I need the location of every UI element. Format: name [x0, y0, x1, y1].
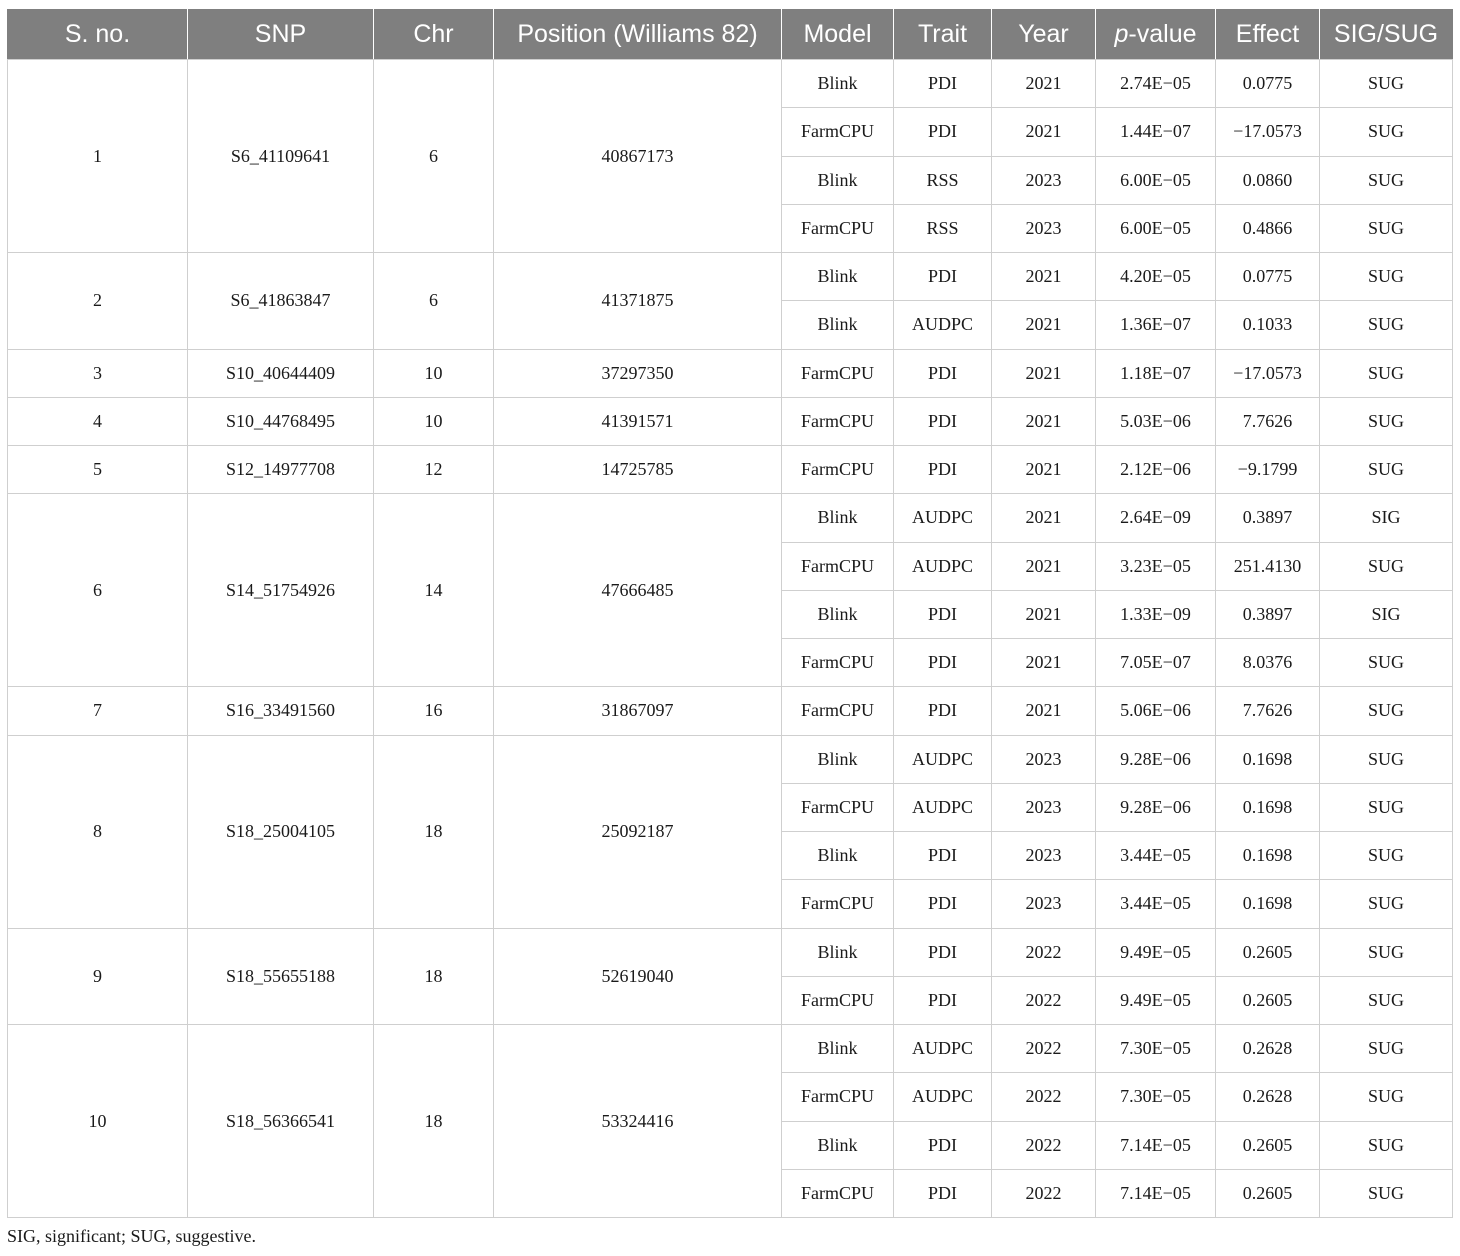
- cell-trait: PDI: [894, 1169, 992, 1217]
- cell-year: 2021: [992, 108, 1096, 156]
- cell-trait: AUDPC: [894, 494, 992, 542]
- cell-effect: 0.0775: [1216, 60, 1320, 108]
- cell-trait: PDI: [894, 397, 992, 445]
- cell-effect: 0.0775: [1216, 253, 1320, 301]
- cell-year: 2021: [992, 60, 1096, 108]
- cell-pvalue: 7.14E−05: [1096, 1121, 1216, 1169]
- cell-pvalue: 7.05E−07: [1096, 639, 1216, 687]
- cell-effect: 0.1698: [1216, 735, 1320, 783]
- cell-sig: SUG: [1320, 156, 1453, 204]
- cell-pvalue: 3.23E−05: [1096, 542, 1216, 590]
- table-row: [8, 397, 1453, 445]
- cell-trait: AUDPC: [894, 1073, 992, 1121]
- cell-sig: SIG: [1320, 590, 1453, 638]
- cell-effect: 0.2605: [1216, 1121, 1320, 1169]
- cell-model: FarmCPU: [782, 204, 894, 252]
- cell-effect: −17.0573: [1216, 349, 1320, 397]
- cell-effect: 7.7626: [1216, 397, 1320, 445]
- cell-year: 2023: [992, 156, 1096, 204]
- header-row: [8, 9, 1453, 60]
- header-sno: S. no.: [8, 9, 188, 60]
- header-model: Model: [782, 9, 894, 60]
- cell-trait: AUDPC: [894, 735, 992, 783]
- cell-effect: −17.0573: [1216, 108, 1320, 156]
- table-row: [8, 253, 1453, 301]
- cell-snp: S16_33491560: [188, 687, 374, 735]
- cell-trait: PDI: [894, 639, 992, 687]
- cell-effect: 8.0376: [1216, 639, 1320, 687]
- cell-trait: PDI: [894, 687, 992, 735]
- cell-model: Blink: [782, 494, 894, 542]
- cell-pvalue: 4.20E−05: [1096, 253, 1216, 301]
- cell-sno: 8: [8, 735, 188, 928]
- cell-trait: AUDPC: [894, 783, 992, 831]
- cell-year: 2022: [992, 1025, 1096, 1073]
- cell-position: 41371875: [494, 253, 782, 350]
- cell-year: 2022: [992, 928, 1096, 976]
- cell-pvalue: 1.36E−07: [1096, 301, 1216, 349]
- header-pvalue-suffix: -value: [1128, 19, 1197, 48]
- cell-position: 52619040: [494, 928, 782, 1025]
- cell-model: FarmCPU: [782, 687, 894, 735]
- header-pvalue-p: p: [1114, 19, 1129, 48]
- cell-sig: SUG: [1320, 446, 1453, 494]
- cell-trait: PDI: [894, 253, 992, 301]
- cell-model: FarmCPU: [782, 397, 894, 445]
- cell-trait: AUDPC: [894, 301, 992, 349]
- cell-chr: 10: [374, 397, 494, 445]
- cell-sno: 5: [8, 446, 188, 494]
- table-container: [7, 9, 1452, 1218]
- cell-sig: SUG: [1320, 108, 1453, 156]
- cell-pvalue: 2.74E−05: [1096, 60, 1216, 108]
- cell-trait: AUDPC: [894, 542, 992, 590]
- cell-position: 25092187: [494, 735, 782, 928]
- cell-sig: SUG: [1320, 397, 1453, 445]
- cell-trait: RSS: [894, 156, 992, 204]
- cell-sig: SUG: [1320, 639, 1453, 687]
- cell-effect: 7.7626: [1216, 687, 1320, 735]
- cell-year: 2021: [992, 542, 1096, 590]
- cell-pvalue: 3.44E−05: [1096, 880, 1216, 928]
- cell-year: 2021: [992, 590, 1096, 638]
- table-row: [8, 446, 1453, 494]
- cell-year: 2023: [992, 880, 1096, 928]
- cell-year: 2021: [992, 349, 1096, 397]
- cell-sig: SUG: [1320, 687, 1453, 735]
- cell-effect: 0.2605: [1216, 928, 1320, 976]
- cell-position: 31867097: [494, 687, 782, 735]
- cell-model: Blink: [782, 156, 894, 204]
- cell-year: 2023: [992, 783, 1096, 831]
- cell-trait: PDI: [894, 928, 992, 976]
- cell-trait: PDI: [894, 976, 992, 1024]
- cell-year: 2022: [992, 976, 1096, 1024]
- cell-effect: 0.3897: [1216, 494, 1320, 542]
- cell-position: 37297350: [494, 349, 782, 397]
- cell-year: 2022: [992, 1121, 1096, 1169]
- cell-snp: S18_25004105: [188, 735, 374, 928]
- cell-pvalue: 6.00E−05: [1096, 156, 1216, 204]
- cell-position: 41391571: [494, 397, 782, 445]
- cell-pvalue: 5.06E−06: [1096, 687, 1216, 735]
- cell-effect: 0.4866: [1216, 204, 1320, 252]
- cell-sig: SUG: [1320, 1073, 1453, 1121]
- cell-trait: PDI: [894, 880, 992, 928]
- cell-model: FarmCPU: [782, 108, 894, 156]
- header-effect: Effect: [1216, 9, 1320, 60]
- table-row: [8, 928, 1453, 976]
- cell-year: 2021: [992, 397, 1096, 445]
- header-snp: SNP: [188, 9, 374, 60]
- cell-model: FarmCPU: [782, 976, 894, 1024]
- cell-pvalue: 9.28E−06: [1096, 783, 1216, 831]
- cell-sig: SUG: [1320, 542, 1453, 590]
- cell-sig: SUG: [1320, 301, 1453, 349]
- cell-pvalue: 1.18E−07: [1096, 349, 1216, 397]
- cell-pvalue: 7.14E−05: [1096, 1169, 1216, 1217]
- cell-sno: 7: [8, 687, 188, 735]
- cell-pvalue: 2.64E−09: [1096, 494, 1216, 542]
- cell-effect: 0.1698: [1216, 832, 1320, 880]
- cell-year: 2022: [992, 1073, 1096, 1121]
- cell-year: 2021: [992, 301, 1096, 349]
- cell-chr: 10: [374, 349, 494, 397]
- cell-sno: 10: [8, 1025, 188, 1218]
- cell-pvalue: 1.44E−07: [1096, 108, 1216, 156]
- table-body: [8, 60, 1453, 1218]
- cell-model: Blink: [782, 60, 894, 108]
- cell-sno: 1: [8, 60, 188, 253]
- cell-model: FarmCPU: [782, 783, 894, 831]
- cell-snp: S14_51754926: [188, 494, 374, 687]
- table-header: [8, 9, 1453, 60]
- cell-pvalue: 7.30E−05: [1096, 1025, 1216, 1073]
- cell-sig: SUG: [1320, 928, 1453, 976]
- cell-pvalue: 5.03E−06: [1096, 397, 1216, 445]
- cell-model: Blink: [782, 301, 894, 349]
- header-pvalue: [1096, 9, 1216, 60]
- cell-pvalue: 9.49E−05: [1096, 976, 1216, 1024]
- cell-year: 2021: [992, 639, 1096, 687]
- cell-sig: SUG: [1320, 832, 1453, 880]
- cell-model: Blink: [782, 928, 894, 976]
- cell-chr: 14: [374, 494, 494, 687]
- cell-effect: 0.3897: [1216, 590, 1320, 638]
- cell-sig: SUG: [1320, 880, 1453, 928]
- cell-sno: 9: [8, 928, 188, 1025]
- cell-model: Blink: [782, 1025, 894, 1073]
- cell-sig: SUG: [1320, 1169, 1453, 1217]
- cell-model: FarmCPU: [782, 446, 894, 494]
- header-sig: SIG/SUG: [1320, 9, 1453, 60]
- cell-snp: S6_41109641: [188, 60, 374, 253]
- cell-effect: 0.2628: [1216, 1025, 1320, 1073]
- cell-sig: SUG: [1320, 204, 1453, 252]
- cell-model: FarmCPU: [782, 1073, 894, 1121]
- cell-effect: 0.2605: [1216, 976, 1320, 1024]
- cell-chr: 6: [374, 253, 494, 350]
- cell-chr: 12: [374, 446, 494, 494]
- cell-year: 2021: [992, 687, 1096, 735]
- cell-effect: 0.1698: [1216, 783, 1320, 831]
- cell-snp: S10_44768495: [188, 397, 374, 445]
- cell-trait: AUDPC: [894, 1025, 992, 1073]
- table-row: [8, 349, 1453, 397]
- cell-trait: RSS: [894, 204, 992, 252]
- cell-sno: 2: [8, 253, 188, 350]
- cell-pvalue: 9.49E−05: [1096, 928, 1216, 976]
- cell-year: 2023: [992, 735, 1096, 783]
- cell-sig: SUG: [1320, 1121, 1453, 1169]
- cell-effect: −9.1799: [1216, 446, 1320, 494]
- table-row: [8, 687, 1453, 735]
- cell-position: 40867173: [494, 60, 782, 253]
- cell-sig: SUG: [1320, 253, 1453, 301]
- snp-association-table: [7, 9, 1453, 1218]
- cell-sig: SIG: [1320, 494, 1453, 542]
- cell-year: 2021: [992, 253, 1096, 301]
- cell-model: Blink: [782, 1121, 894, 1169]
- cell-position: 53324416: [494, 1025, 782, 1218]
- cell-position: 14725785: [494, 446, 782, 494]
- cell-sig: SUG: [1320, 1025, 1453, 1073]
- cell-sig: SUG: [1320, 976, 1453, 1024]
- table-row: [8, 735, 1453, 783]
- cell-snp: S6_41863847: [188, 253, 374, 350]
- cell-effect: 0.2628: [1216, 1073, 1320, 1121]
- cell-pvalue: 2.12E−06: [1096, 446, 1216, 494]
- cell-trait: PDI: [894, 60, 992, 108]
- cell-sig: SUG: [1320, 349, 1453, 397]
- cell-year: 2021: [992, 446, 1096, 494]
- cell-model: Blink: [782, 832, 894, 880]
- cell-model: FarmCPU: [782, 542, 894, 590]
- cell-model: FarmCPU: [782, 639, 894, 687]
- cell-snp: S10_40644409: [188, 349, 374, 397]
- table-footnote: SIG, significant; SUG, suggestive.: [7, 1226, 256, 1246]
- cell-sig: SUG: [1320, 783, 1453, 831]
- header-trait: Trait: [894, 9, 992, 60]
- cell-sno: 4: [8, 397, 188, 445]
- header-position: Position (Williams 82): [494, 9, 782, 60]
- cell-chr: 18: [374, 928, 494, 1025]
- cell-model: Blink: [782, 590, 894, 638]
- cell-sig: SUG: [1320, 60, 1453, 108]
- cell-trait: PDI: [894, 832, 992, 880]
- cell-model: Blink: [782, 735, 894, 783]
- cell-trait: PDI: [894, 446, 992, 494]
- cell-pvalue: 7.30E−05: [1096, 1073, 1216, 1121]
- cell-effect: 0.0860: [1216, 156, 1320, 204]
- cell-effect: 0.2605: [1216, 1169, 1320, 1217]
- cell-position: 47666485: [494, 494, 782, 687]
- table-row: [8, 60, 1453, 108]
- cell-trait: PDI: [894, 108, 992, 156]
- cell-trait: PDI: [894, 349, 992, 397]
- cell-chr: 18: [374, 735, 494, 928]
- cell-pvalue: 6.00E−05: [1096, 204, 1216, 252]
- cell-chr: 18: [374, 1025, 494, 1218]
- cell-sno: 3: [8, 349, 188, 397]
- cell-trait: PDI: [894, 590, 992, 638]
- cell-model: FarmCPU: [782, 349, 894, 397]
- cell-snp: S18_56366541: [188, 1025, 374, 1218]
- cell-effect: 251.4130: [1216, 542, 1320, 590]
- cell-year: 2023: [992, 204, 1096, 252]
- cell-trait: PDI: [894, 1121, 992, 1169]
- cell-chr: 6: [374, 60, 494, 253]
- cell-sno: 6: [8, 494, 188, 687]
- cell-effect: 0.1698: [1216, 880, 1320, 928]
- cell-model: Blink: [782, 253, 894, 301]
- cell-model: FarmCPU: [782, 880, 894, 928]
- table-row: [8, 1025, 1453, 1073]
- table-row: [8, 494, 1453, 542]
- cell-snp: S12_14977708: [188, 446, 374, 494]
- cell-pvalue: 3.44E−05: [1096, 832, 1216, 880]
- header-chr: Chr: [374, 9, 494, 60]
- cell-year: 2021: [992, 494, 1096, 542]
- header-year: Year: [992, 9, 1096, 60]
- cell-year: 2023: [992, 832, 1096, 880]
- cell-snp: S18_55655188: [188, 928, 374, 1025]
- cell-effect: 0.1033: [1216, 301, 1320, 349]
- cell-sig: SUG: [1320, 735, 1453, 783]
- cell-chr: 16: [374, 687, 494, 735]
- cell-model: FarmCPU: [782, 1169, 894, 1217]
- cell-year: 2022: [992, 1169, 1096, 1217]
- cell-pvalue: 9.28E−06: [1096, 735, 1216, 783]
- cell-pvalue: 1.33E−09: [1096, 590, 1216, 638]
